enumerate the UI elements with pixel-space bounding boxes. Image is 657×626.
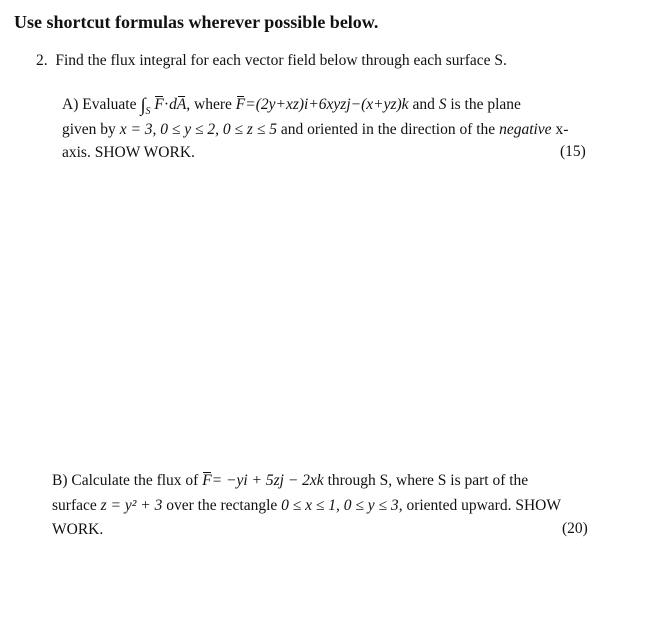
question-text: Find the flux integral for each vector field below through each surface S. xyxy=(55,52,507,69)
oriented-upward-text: , oriented upward. SHOW xyxy=(398,497,561,514)
rectangle-bounds: 0 ≤ x ≤ 1, 0 ≤ y ≤ 3 xyxy=(281,497,399,514)
part-b-line-1 xyxy=(52,471,528,490)
given-by-text: given by xyxy=(62,121,116,138)
x-text: x- xyxy=(555,121,569,138)
integral-sign: ∫ xyxy=(140,95,146,116)
part-a-line-2 xyxy=(62,120,568,139)
region-a: x = 3, 0 ≤ y ≤ 2, 0 ≤ z ≤ 5 xyxy=(119,121,277,138)
part-b-line-3: WORK. xyxy=(52,521,104,538)
vector-a: A xyxy=(176,96,187,113)
vector-f: F xyxy=(154,96,164,113)
vector-f-def: F xyxy=(235,96,246,113)
field-b-equation: = −yi + 5zj − 2xk xyxy=(211,472,324,489)
part-a-line-3: axis. SHOW WORK. xyxy=(62,144,195,161)
negative-word: negative xyxy=(499,121,552,138)
is-plane-text: is the plane xyxy=(450,96,521,113)
part-b-points: (20) xyxy=(562,520,588,537)
through-text: through S, where S is part of the xyxy=(327,472,529,489)
integral-subscript: S xyxy=(145,106,151,117)
where-text: , where xyxy=(186,96,232,113)
rectangle-text: over the rectangle xyxy=(166,497,278,514)
part-b-line-2 xyxy=(52,496,561,515)
part-a-line-1: A) Evaluate $\int_S$ F·dA, where F=(2y+xz)i+6xyzj−(x+yz)k and S is the plane xyxy=(62,95,521,117)
surface-label: surface xyxy=(52,497,97,514)
question-2 xyxy=(36,52,507,70)
vector-f-b: F xyxy=(202,472,212,489)
part-a-label: A) Evaluate xyxy=(62,96,137,113)
part-b-label: B) Calculate the flux of xyxy=(52,472,199,489)
surface-s: S xyxy=(438,96,447,113)
surface-equation: z = y² + 3 xyxy=(100,497,163,514)
question-number: 2. xyxy=(36,52,48,69)
part-a-points: (15) xyxy=(560,143,586,160)
and-text: and xyxy=(412,96,435,113)
field-a-equation: =(2y+xz)i+6xyzj−(x+yz)k xyxy=(245,96,409,113)
page-heading: Use shortcut formulas wherever possible below. xyxy=(14,12,379,32)
oriented-text: and oriented in the direction of the xyxy=(280,121,496,138)
